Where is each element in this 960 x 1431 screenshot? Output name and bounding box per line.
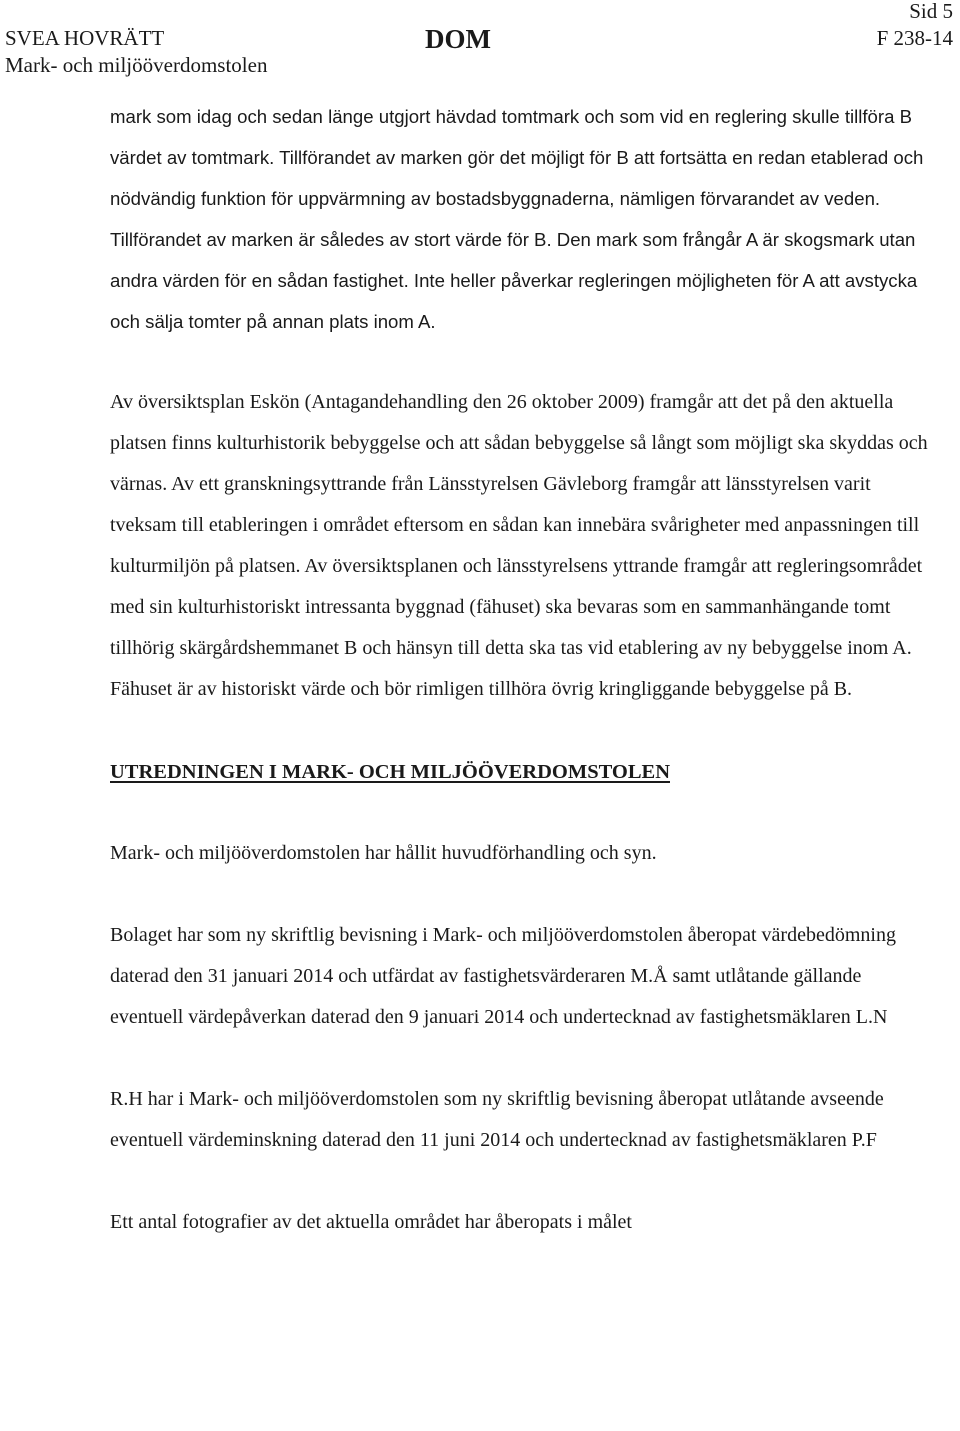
department-name: Mark- och miljööverdomstolen [5, 53, 268, 77]
document-body [110, 96, 932, 1243]
paragraph-2: Av översiktsplan Eskön (Antagandehandling den 26 oktober 2009) framgår att det på den aktuella platsen finns kulturhistorik bebyggelse och att sådan bebyggelse så långt som möjligt ska skyddas och värnas. Av ett granskningsyttrande från Länsstyrelsen Gävleborg framgår att länsstyrelsen varit tveksam till etableringen i området eftersom en sådan kan innebära svårigheter med anpassningen till kulturmiljön på platsen. Av översiktsplanen och länsstyrelsens yttrande framgår att regleringsområdet med sin kulturhistoriskt intressanta byggnad (fähuset) ska bevaras som en sammanhängande tomt tillhörig skärgårdshemmanet B och hänsyn till detta ska tas vid etablering av ny bebyggelse inom A. Fähuset är av historiskt värde och bör rimligen tillhöra övrig kringliggande bebyggelse på B. [110, 391, 928, 700]
court-name: SVEA HOVRÄTT [5, 26, 165, 50]
paragraph-1: mark som idag och sedan länge utgjort hävdad tomtmark och som vid en reglering skulle tillföra B värdet av tomtmark. Tillförandet av marken gör det möjligt för B att fortsätta en redan etablerad och nödvändig funktion för uppvärmning av bostadsbyggnaderna, nämligen förvarandet av veden. Tillförandet av marken är således av stort värde för B. Den mark som frångår A är skogsmark utan andra värden för en sådan fastighet. Inte heller påverkar regleringen möjligheten för A att avstycka och sälja tomter på annan plats inom A. [110, 106, 924, 332]
paragraph-3: Mark- och miljööverdomstolen har hållit huvudförhandling och syn. [110, 842, 657, 864]
paragraph-5: R.H har i Mark- och miljööverdomstolen som ny skriftlig bevisning åberopat utlåtande avseende eventuell värdeminskning daterad den 11 juni 2014 och undertecknad av fastighetsmäklaren P.F [110, 1088, 884, 1151]
paragraph-4: Bolaget har som ny skriftlig bevisning i Mark- och miljööverdomstolen åberopat värdebedömning daterad den 31 januari 2014 och utfärdat av fastighetsvärderaren M.Å samt utlåtande gällande eventuell värdepåverkan daterad den 9 januari 2014 och undertecknad av fastighetsmäklaren L.N [110, 924, 896, 1028]
page-number: Sid 5 [909, 0, 953, 23]
paragraph-6: Ett antal fotografier av det aktuella området har åberopats i målet [110, 1211, 632, 1233]
document-type: DOM [425, 24, 491, 54]
case-number: F 238-14 [876, 26, 953, 50]
section-heading: UTREDNINGEN I MARK- OCH MILJÖÖVERDOMSTOLEN [110, 761, 670, 783]
